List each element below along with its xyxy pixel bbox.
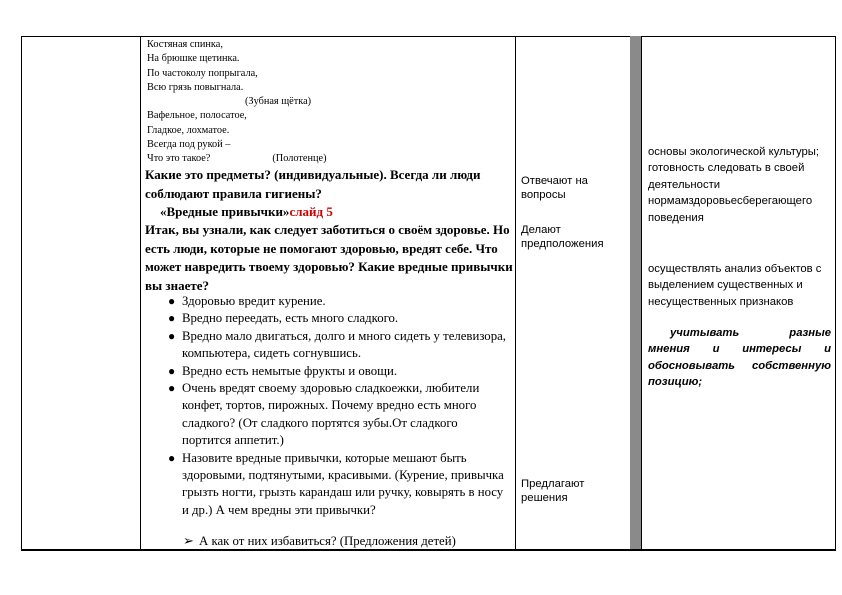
riddle-line: Костяная спинка, [147,39,223,50]
riddle-line: Всю грязь повыгнала. [147,81,244,93]
list-item: ➢ А как от них избавиться? (Предложения детей) [199,533,509,550]
riddle-line: По частоколу попрыгала, [147,67,258,79]
bullet-icon: ● [168,311,176,326]
bullet-icon: ● [168,294,176,308]
bullet-icon: ● [168,328,176,343]
list-item: ● Вредно мало двигаться, долго и много сидеть у телевизора, компьютера, сидеть согнувшись. [168,328,506,361]
column-divider-shaded [630,36,641,551]
activity-offer-solutions: Предлагают решения [521,478,585,505]
riddles-block [147,38,507,167]
list-item: ● Здоровью вредит курение. [182,293,508,310]
riddle-line: Всегда под рукой – [147,139,231,151]
list-item: ● Вредно есть немытые фрукты и овощи. [182,363,508,380]
bullet-icon: ➢ [183,534,194,548]
answers-list [168,293,508,519]
riddle-line: Что это такое? [147,153,211,165]
column-divider [641,36,642,551]
slide-heading [160,203,510,222]
riddle-line: Гладкое, лохматое. [147,124,230,136]
bullet-icon: ● [168,450,176,465]
column-divider [515,36,516,551]
bullet-icon: ● [168,381,176,396]
slide-number: слайд 5 [289,204,333,219]
riddle-answer-row [147,152,507,166]
question-bad-habits: Итак, вы узнали, как следует заботиться о своём здоровье. Но есть люди, которые не помогают здоровью, вредят себе. Что может навредить твоему здоровью? Какие вредные привычки вы знаете? [145,222,513,293]
question-items: Какие это предметы? (индивидуальные). Всегда ли люди соблюдают правила гигиены? [145,167,481,201]
list-item: ● Вредно переедать, есть много сладкого. [182,310,508,327]
outcome-communication: учитывать разные мнения и интересы и обосновывать собственную позицию; [648,327,831,389]
list-item: ● Очень вредят своему здоровью сладкоежки, любители конфет, тортов, пирожных. Почему вредно есть много сладкого? (От сладкого портятся зубы.От сладкого портится аппетит.) [168,381,480,448]
riddle-line: На брюшке щетинка. [147,53,240,65]
outcome-analysis: осуществлять анализ объектов с выделением существенных и несущественных признаков [648,263,822,308]
riddle-line: Вафельное, полосатое, [147,110,247,122]
riddle-answer: (Зубная щётка) [245,96,312,108]
list-item: ● Назовите вредные привычки, которые мешают быть здоровыми, подтянутыми, красивыми. (Курение, привычка грызть ногти, грызть карандаш или ручку, ковырять в носу и др.) А чем вредны эти привычки? [168,450,504,517]
column-divider [140,36,141,551]
activity-make-assumptions: Делают предположения [521,224,604,251]
activity-answer-questions: Отвечают на вопросы [521,175,588,202]
slide-title: «Вредные привычки» [160,204,290,219]
outcome-ecology: основы экологической культуры; готовность следовать в своей деятельности нормамздоровьесберегающего поведения [648,146,820,224]
bullet-icon: ● [168,363,176,378]
riddle-answer: (Полотенце) [272,153,327,165]
